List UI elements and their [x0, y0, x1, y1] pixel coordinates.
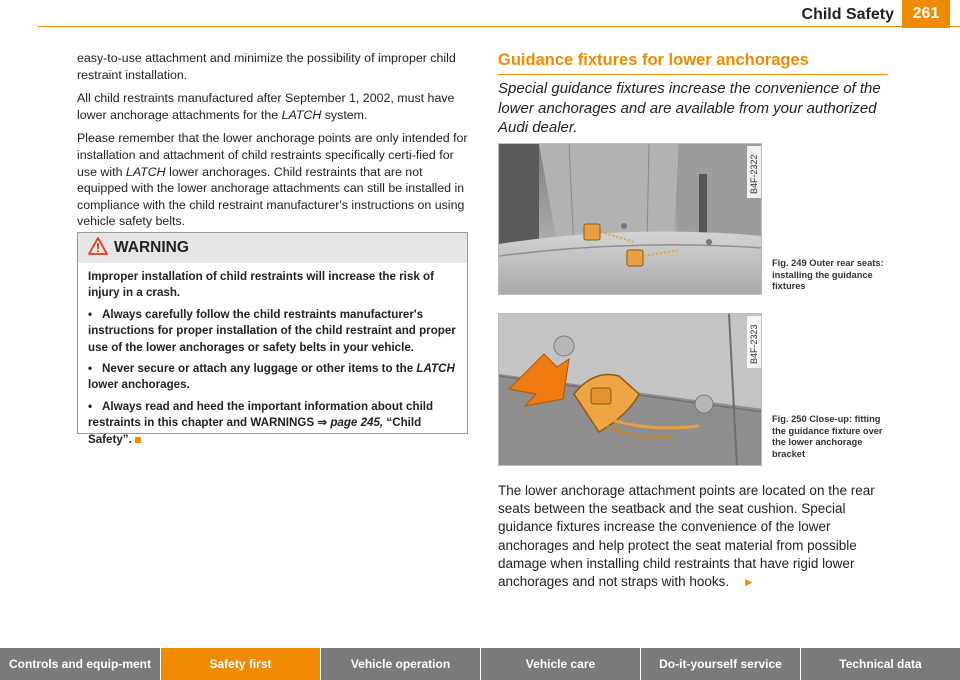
figure-249-image	[498, 143, 762, 295]
paragraph-3	[77, 130, 468, 230]
page-number: 261	[902, 0, 950, 28]
tab-technical-data[interactable]: Technical data	[801, 648, 960, 680]
bullet-icon: •	[88, 399, 93, 413]
section-rule	[498, 74, 888, 75]
left-column	[77, 50, 468, 237]
latch-term: LATCH	[281, 107, 322, 122]
section-title: Guidance fixtures for lower anchorages	[498, 51, 809, 69]
figure-249-number: Fig. 249	[772, 258, 807, 268]
page-reference-title: “Child Safety”.	[88, 416, 422, 446]
tab-controls-and-equipment[interactable]: Controls and equip-ment	[0, 648, 161, 680]
figure-250-image	[498, 313, 762, 466]
tab-vehicle-operation[interactable]: Vehicle operation	[321, 648, 481, 680]
latch-term: LATCH	[125, 164, 166, 179]
body-paragraph-text: The lower anchorage attachment points are located on the rear seats between the seatback and the seat cushion. Special guidance fixtures increase the convenience of the lower anchorages and help protect the seat material from possible damage when installing child restraints that have rigid lower anchorages and not straps with hooks.	[498, 483, 875, 590]
paragraph-1: easy-to-use attachment and minimize the possibility of improper child restraint installation.	[77, 51, 456, 82]
paragraph-2-text: All child restraints manufactured after September 1, 2002, must have lower anchorage attachments for the	[77, 91, 455, 122]
bullet-icon: •	[88, 362, 93, 376]
figure-249-code: B4F-2322	[749, 154, 759, 194]
paragraph-3-text: Please remember that the lower anchorage points are only intended for installation and attachment of child restraints specifically certi-fied for use with	[77, 131, 468, 179]
section-intro: Special guidance fixtures increase the convenience of the lower anchorages and are available from your authorized Audi dealer.	[498, 80, 881, 136]
page-reference-link[interactable]: page 245,	[330, 416, 384, 430]
warning-bullet-text: Never secure or attach any luggage or other items to the	[102, 362, 414, 376]
arrow-right-icon: ⇒	[317, 416, 328, 430]
warning-header	[78, 233, 467, 263]
warning-lead: Improper installation of child restraints will increase the risk of injury in a crash.	[88, 270, 434, 300]
tab-vehicle-care[interactable]: Vehicle care	[481, 648, 641, 680]
figure-250-text: Close-up: fitting the guidance fixture over the lower anchorage bracket	[772, 414, 883, 459]
continue-arrow-icon: ►	[742, 575, 755, 590]
tab-do-it-yourself-service[interactable]: Do-it-yourself service	[641, 648, 801, 680]
latch-term: LATCH	[416, 362, 455, 376]
warning-box	[77, 232, 468, 446]
body-paragraph	[498, 482, 893, 591]
figure-249-text: Outer rear seats: installing the guidance fixtures	[772, 258, 884, 292]
warning-bullet	[88, 307, 457, 356]
warning-triangle-icon	[88, 237, 108, 260]
figure-250-number: Fig. 250	[772, 414, 807, 424]
figure-250-caption	[772, 414, 888, 460]
warning-label: WARNING	[114, 239, 189, 256]
warning-body	[78, 263, 467, 448]
warning-bullet-text: Always read and heed the important information about child restraints in this chapter and WARNINGS	[88, 399, 434, 430]
figure-250-code: B4F-2323	[749, 324, 759, 364]
end-of-section-icon	[135, 437, 141, 443]
paragraph-3-rest: lower anchorages. Child restraints that are not equipped with the lower anchorage attachments can still be installed in compliance with the child restraint manufacturer's instructions on using vehicle safety belts.	[77, 164, 465, 229]
paragraph-2	[77, 90, 468, 123]
footer-nav	[0, 648, 960, 680]
system-word: system.	[324, 107, 368, 122]
warning-bullet-text: Always carefully follow the child restraints manufacturer's instructions for proper installation of the child restraint and proper use of the lower anchorages or safety belts in your vehicle.	[88, 307, 456, 354]
page-header-title: Child Safety	[801, 6, 894, 23]
tab-safety-first[interactable]: Safety first	[161, 648, 321, 680]
bullet-icon: •	[88, 307, 93, 321]
warning-bullet-end: lower anchorages.	[88, 378, 190, 392]
warning-bullet	[88, 399, 457, 448]
figure-249-caption	[772, 258, 888, 293]
warning-bullet	[88, 361, 457, 394]
header-rule	[38, 26, 960, 27]
